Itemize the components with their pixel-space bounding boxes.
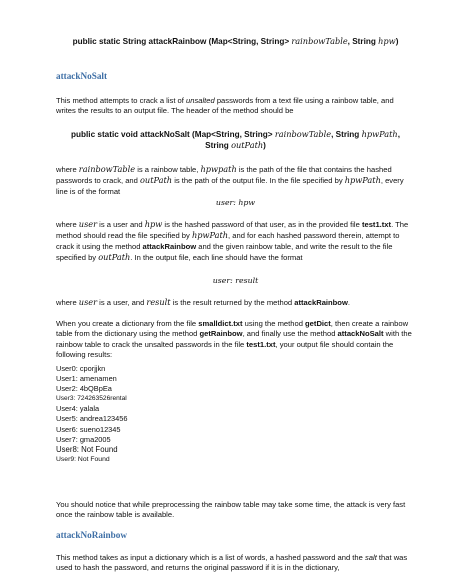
heading-attack-no-salt: attackNoSalt bbox=[56, 71, 108, 81]
format-user-result: user: result bbox=[212, 276, 259, 285]
attack-no-salt-params: where rainbowTable is a rainbow table, hpwpath is the path of the file that contains the hashed passwords to crack, and outPath is the path of the output file. In the file specified by hpwPath, every line is of the format bbox=[56, 164, 404, 196]
list-item: User1: amenamen bbox=[56, 374, 117, 384]
param-rainbow-table: rainbowTable bbox=[291, 36, 348, 46]
signature-line-2: String outPath) bbox=[205, 140, 266, 150]
list-item: User0: cporjjkn bbox=[56, 364, 106, 373]
list-item: User4: yalala bbox=[56, 404, 100, 414]
attack-rainbow-signature: public static String attackRainbow (Map<String, String> rainbowTable, String hpw) bbox=[72, 36, 399, 46]
list-item: User3: 724263526rental bbox=[56, 395, 127, 403]
list-item: User5: andrea123456 bbox=[56, 414, 128, 424]
list-item: User2: 4bQBpEa bbox=[56, 384, 112, 394]
attack-no-salt-result-note: where user is a user, and result is the result returned by the method attackRainbow. bbox=[56, 297, 350, 307]
format-user-hpw: user: hpw bbox=[215, 198, 256, 207]
list-item: User7: gma2005 bbox=[56, 434, 111, 444]
attack-no-salt-procedure: where user is a user and hpw is the hashed password of that user, as in the provided file test1.txt. The method should read the file specified by hpwPath, and for each hashed password therein, attempt to crack it using the method attackRainbow and the given rainbow table, and write the result to the file specified by outPath. In the output file, each line should have the format bbox=[56, 219, 409, 263]
attack-no-salt-signature bbox=[56, 129, 415, 151]
signature-line-1: public static void attackNoSalt (Map<String, String> rainbowTable, String hpwPath, bbox=[71, 129, 400, 139]
list-item: User6: sueno12345 bbox=[56, 424, 121, 434]
attack-no-salt-closing: You should notice that while preprocessing the rainbow table may take some time, the attack is very fast once the rainbow table is available. bbox=[56, 500, 406, 520]
heading-attack-no-rainbow: attackNoRainbow bbox=[56, 530, 127, 540]
list-item: User9: Not Found bbox=[56, 455, 110, 463]
attack-no-salt-intro: This method attempts to crack a list of unsalted passwords from a text file using a rainbow table, and writes the results to an output file. The header of the method should be bbox=[56, 96, 394, 116]
results-list bbox=[56, 364, 415, 465]
param-hpw: hpw bbox=[378, 36, 396, 46]
attack-no-salt-example: When you create a dictionary from the file smalldict.txt using the method getDict, then create a rainbow table from the dictionary using the method getRainbow, and finally use the method attackNoSalt with the rainbow table to crack the unsalted passwords in the file test1.txt, your output file should contain the following results: bbox=[56, 319, 412, 360]
list-item: User8: Not Found bbox=[56, 444, 118, 454]
attack-no-rainbow-intro: This method takes as input a dictionary which is a list of words, a hashed password and the salt that was used to hash the password, and returns the original password if it is in the dictionary, bbox=[56, 553, 408, 573]
